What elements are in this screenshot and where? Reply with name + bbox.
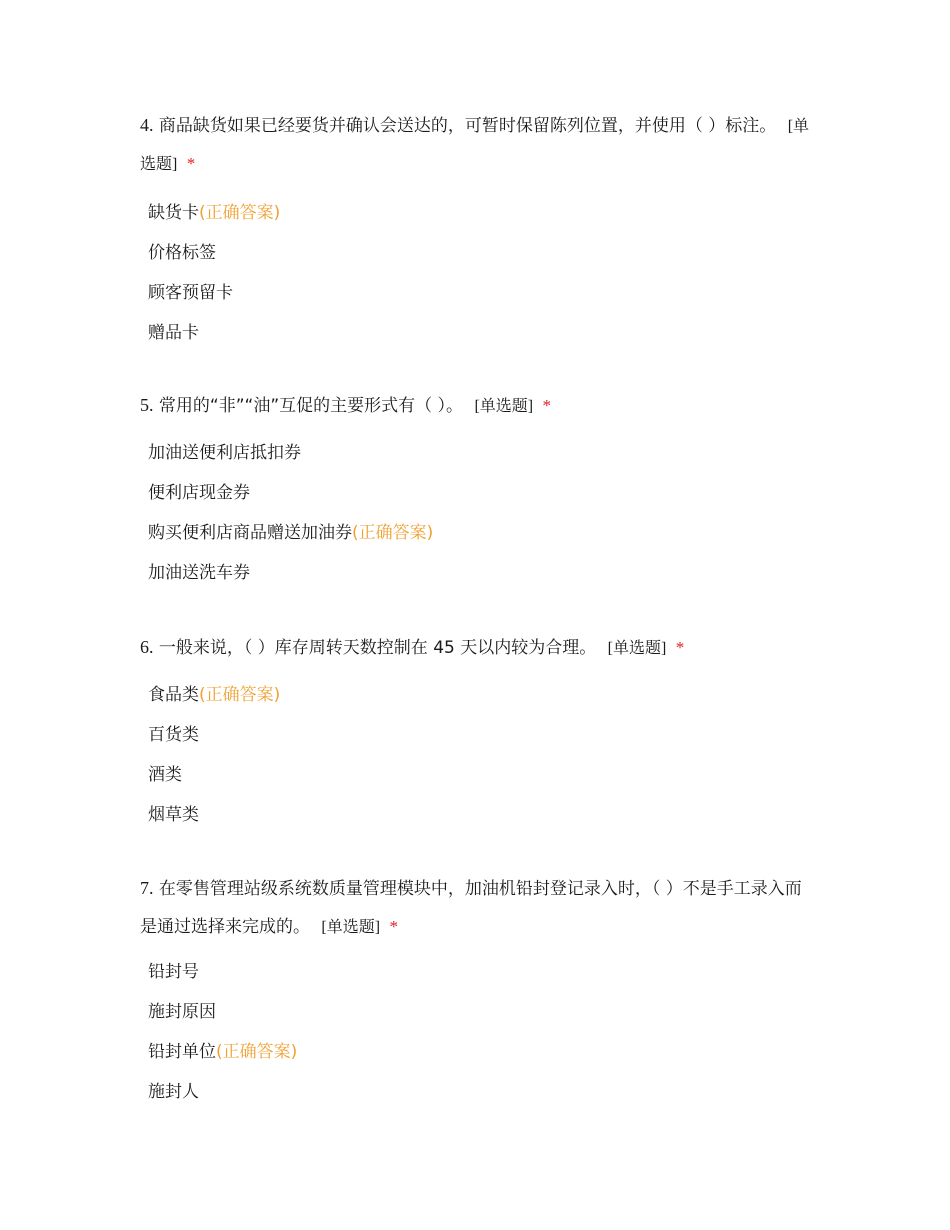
option-label: 百货类 bbox=[148, 725, 199, 745]
question-type: [单选题] bbox=[321, 917, 381, 936]
option[interactable] bbox=[140, 233, 810, 273]
required-mark: * bbox=[389, 917, 398, 936]
question-7 bbox=[140, 870, 810, 1112]
correct-answer-note: (正确答案) bbox=[199, 685, 281, 705]
question-number: 4. bbox=[140, 115, 154, 135]
required-mark: * bbox=[186, 154, 196, 173]
option[interactable] bbox=[140, 273, 810, 313]
option-label: 施封原因 bbox=[148, 1002, 216, 1022]
option-label: 购买便利店商品赠送加油券 bbox=[148, 523, 352, 543]
question-text: 在零售管理站级系统数质量管理模块中，加油机铅封登记录入时，（ ）不是手工录入而是通过选择来完成的。 bbox=[140, 879, 802, 937]
option[interactable] bbox=[140, 715, 810, 755]
question-4 bbox=[140, 107, 810, 353]
option[interactable] bbox=[140, 952, 810, 992]
question-type: [单选题] bbox=[474, 396, 534, 415]
option-label: 食品类 bbox=[148, 685, 199, 705]
question-title bbox=[140, 107, 810, 183]
option[interactable] bbox=[140, 313, 810, 353]
option[interactable] bbox=[140, 553, 810, 593]
options-list bbox=[140, 193, 810, 353]
option[interactable] bbox=[140, 473, 810, 513]
question-text: 一般来说，（ ）库存周转天数控制在 45 天以内较为合理。 bbox=[158, 638, 597, 658]
question-text: 常用的“非”“油”互促的主要形式有（ ）。 bbox=[158, 396, 464, 416]
option-label: 加油送洗车券 bbox=[148, 563, 250, 583]
option[interactable] bbox=[140, 513, 810, 553]
option-label: 铅封单位 bbox=[148, 1042, 216, 1062]
option-label: 酒类 bbox=[148, 765, 182, 785]
option[interactable] bbox=[140, 992, 810, 1032]
option-label: 施封人 bbox=[148, 1082, 199, 1102]
options-list bbox=[140, 675, 810, 835]
correct-answer-note: (正确答案) bbox=[216, 1042, 298, 1062]
option[interactable] bbox=[140, 1032, 810, 1072]
option[interactable] bbox=[140, 755, 810, 795]
correct-answer-note: (正确答案) bbox=[199, 203, 281, 223]
question-title bbox=[140, 870, 810, 946]
option[interactable] bbox=[140, 795, 810, 835]
option-label: 价格标签 bbox=[148, 243, 216, 263]
option-label: 赠品卡 bbox=[148, 323, 199, 343]
option-label: 烟草类 bbox=[148, 805, 199, 825]
option[interactable] bbox=[140, 433, 810, 473]
option-label: 铅封号 bbox=[148, 962, 199, 982]
options-list bbox=[140, 433, 810, 593]
option[interactable] bbox=[140, 675, 810, 715]
option[interactable] bbox=[140, 1072, 810, 1112]
question-5 bbox=[140, 387, 810, 593]
question-title bbox=[140, 629, 810, 667]
question-title bbox=[140, 387, 810, 425]
question-number: 6. bbox=[140, 637, 154, 657]
option-label: 便利店现金券 bbox=[148, 483, 250, 503]
question-text: 商品缺货如果已经要货并确认会送达的，可暂时保留陈列位置，并使用（ ）标注。 bbox=[158, 116, 777, 136]
option-label: 缺货卡 bbox=[148, 203, 199, 223]
option[interactable] bbox=[140, 193, 810, 233]
question-type: [单选题] bbox=[607, 638, 667, 657]
question-number: 7. bbox=[140, 878, 154, 898]
options-list bbox=[140, 952, 810, 1112]
option-label: 加油送便利店抵扣券 bbox=[148, 443, 301, 463]
option-label: 顾客预留卡 bbox=[148, 283, 233, 303]
correct-answer-note: (正确答案) bbox=[352, 523, 434, 543]
required-mark: * bbox=[675, 638, 685, 657]
question-type: [单选题] bbox=[140, 116, 810, 173]
question-6 bbox=[140, 629, 810, 835]
required-mark: * bbox=[542, 396, 552, 415]
question-number: 5. bbox=[140, 395, 154, 415]
